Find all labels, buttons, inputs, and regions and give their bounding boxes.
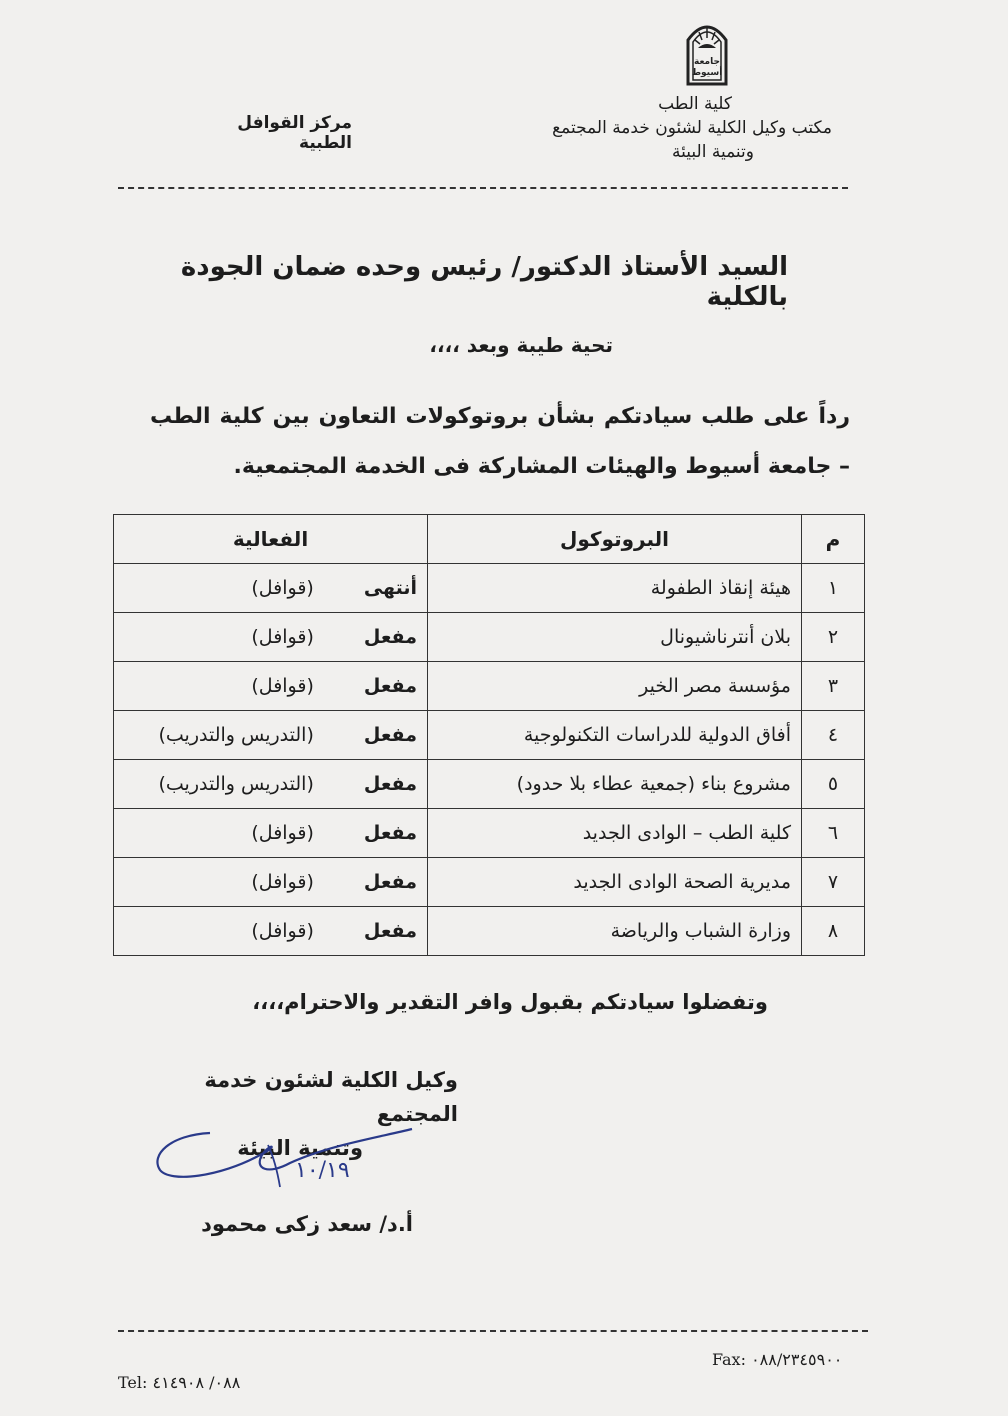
university-logo [682,18,732,86]
activity-type: (قوافل) [251,675,314,697]
activity-status: مفعل [363,920,417,942]
activity-status: مفعل [363,626,417,648]
activity-cell [114,662,428,711]
activity-type: (قوافل) [251,920,314,942]
table-row [114,809,865,858]
table-row [114,858,865,907]
faculty-name: كلية الطب [658,94,732,114]
table-row [114,662,865,711]
activity-status: مفعل [363,724,417,746]
activity-status: مفعل [363,822,417,844]
table-row [114,907,865,956]
row-number: ٦ [802,809,865,858]
activity-status: أنتهى [363,577,417,599]
table-row [114,564,865,613]
activity-type: (التدريس والتدريب) [158,724,314,746]
activity-status: مفعل [363,871,417,893]
column-header-number: م [802,515,865,564]
row-number: ٤ [802,711,865,760]
signatory-title-line: وكيل الكلية لشئون خدمة المجتمع [204,1068,458,1126]
column-header-protocol: البروتوكول [428,515,802,564]
protocol-name: مشروع بناء (جمعية عطاء بلا حدود) [428,760,802,809]
table-header-row [114,515,865,564]
activity-status: مفعل [363,773,417,795]
activity-type: (قوافل) [251,871,314,893]
activity-type: (التدريس والتدريب) [158,773,314,795]
signer-name: أ.د/ سعد زكى محمود [201,1212,413,1236]
intro-paragraph: رداً على طلب سيادتكم بشأن بروتوكولات التعاون بين كلية الطب – جامعة أسيوط والهيئات المشاركة فى الخدمة المجتمعية. [150,404,850,479]
activity-type: (قوافل) [251,822,314,844]
convoys-center-title: مركز القوافل الطبية [237,113,352,153]
protocol-name: كلية الطب – الوادى الجديد [428,809,802,858]
row-number: ٢ [802,613,865,662]
office-name-cont: وتنمية البيئة [672,142,754,162]
svg-text:أسيوط: أسيوط [691,68,723,78]
row-number: ٥ [802,760,865,809]
table-row [114,613,865,662]
signatory-title-line: وتنمية البيئة [237,1136,363,1160]
tel-number: Tel: ٠٨٨/ ٤١٤٩٠٨ [118,1373,241,1392]
row-number: ٧ [802,858,865,907]
activity-cell [114,809,428,858]
table-row [114,760,865,809]
row-number: ٣ [802,662,865,711]
column-header-activity: الفعالية [114,515,428,564]
protocol-name: هيئة إنقاذ الطفولة [428,564,802,613]
protocol-name: وزارة الشباب والرياضة [428,907,802,956]
office-name: مكتب وكيل الكلية لشئون خدمة المجتمع [552,118,832,138]
row-number: ١ [802,564,865,613]
footer-divider [118,1330,868,1332]
activity-status: مفعل [363,675,417,697]
activity-cell [114,711,428,760]
salutation: السيد الأستاذ الدكتور/ رئيس وحده ضمان الجودة بالكلية [180,252,788,312]
activity-cell [114,613,428,662]
signature-date: ١٠/١٩ [295,1158,350,1183]
fax-number: Fax: ٠٨٨/٢٣٤٥٩٠٠ [712,1350,843,1369]
protocol-name: مديرية الصحة الوادى الجديد [428,858,802,907]
activity-type: (قوافل) [251,577,314,599]
svg-text:جامعة: جامعة [694,57,720,67]
activity-cell [114,760,428,809]
activity-cell [114,564,428,613]
office-header [452,92,832,164]
activity-type: (قوافل) [251,626,314,648]
handwritten-signature [150,1115,420,1195]
protocol-name: مؤسسة مصر الخير [428,662,802,711]
closing-line: وتفضلوا سيادتكم بقبول وافر التقدير والاحترام،،،، [252,990,768,1014]
greeting: تحية طيبة وبعد ،،،، [429,333,613,357]
activity-cell [114,907,428,956]
table-row [114,711,865,760]
protocol-name: أفاق الدولية للدراسات التكنولوجية [428,711,802,760]
activity-cell [114,858,428,907]
protocol-name: بلان أنترناشيونال [428,613,802,662]
header-divider [118,187,848,189]
row-number: ٨ [802,907,865,956]
protocols-table [113,514,865,956]
